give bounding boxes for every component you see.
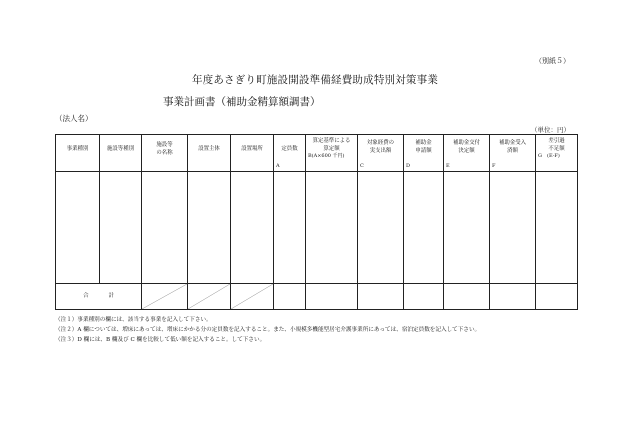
total-actual-expense-cell[interactable]: [358, 284, 404, 310]
col-header-business-type: 事業種別: [56, 135, 100, 172]
header-row: [56, 135, 578, 172]
total-capacity-cell[interactable]: [274, 284, 306, 310]
table-row: [56, 172, 578, 284]
table-cell[interactable]: [306, 172, 358, 284]
table-cell[interactable]: [56, 172, 100, 284]
col-header-actual-expense: 対象経費の 実支出額 C: [358, 135, 404, 172]
slashed-cell: [231, 284, 274, 310]
note-3: （注３）D 欄には、B 欄及び C 欄を比較して低い額を記入すること。して下さい。: [55, 337, 266, 343]
col-header-balance: 差引過 不足額 G (E-F): [536, 135, 578, 172]
total-balance-cell[interactable]: [536, 284, 578, 310]
col-header-location: 設置場所: [231, 135, 274, 172]
note-2: （注２）A 欄については、増床にあっては、増床にかかる分の定員数を記入すること。また、小規模多機能型居宅介護事業所にあっては、宿泊定員数を記入して下さい。: [55, 327, 481, 333]
table-cell[interactable]: [358, 172, 404, 284]
col-header-application-amount: 補助金 申請額 D: [404, 135, 444, 172]
col-header-capacity: 定員数 A: [274, 135, 306, 172]
corporation-label: （法人名）: [55, 114, 93, 123]
total-received-cell[interactable]: [490, 284, 536, 310]
total-decision-cell[interactable]: [444, 284, 490, 310]
table-cell[interactable]: [536, 172, 578, 284]
col-header-facility-name: 施設等 の名称: [142, 135, 188, 172]
col-header-facility-type: 施設等種別: [100, 135, 142, 172]
note-1: （注１）事業種別の欄には、該当する事業を記入して下さい。: [55, 317, 212, 323]
unit-label: （単位：円）: [531, 126, 570, 134]
slashed-cell: [188, 284, 231, 310]
total-standard-amount-cell[interactable]: [306, 284, 358, 310]
table-cell[interactable]: [188, 172, 231, 284]
annex-label: （別紙５）: [535, 57, 570, 65]
total-label: 合 計: [56, 284, 142, 310]
col-header-standard-amount: 算定基準による 算定額 B(A×600 千円): [306, 135, 358, 172]
table-cell[interactable]: [490, 172, 536, 284]
table-cell[interactable]: [404, 172, 444, 284]
col-header-received-amount: 補助金受入 済額 F: [490, 135, 536, 172]
table-cell[interactable]: [444, 172, 490, 284]
total-application-cell[interactable]: [404, 284, 444, 310]
col-header-decision-amount: 補助金交付 決定額 E: [444, 135, 490, 172]
slashed-cell: [142, 284, 188, 310]
document-title: 年度あさぎり町施設開設準備経費助成特別対策事業: [191, 74, 439, 86]
table-cell[interactable]: [100, 172, 142, 284]
plan-table: [55, 134, 578, 310]
document-subtitle: 事業計画書（補助金精算額調書）: [163, 96, 321, 108]
col-header-operator: 設置主体: [188, 135, 231, 172]
table-cell[interactable]: [142, 172, 188, 284]
table-cell[interactable]: [231, 172, 274, 284]
total-row: [56, 284, 578, 310]
table-cell[interactable]: [274, 172, 306, 284]
